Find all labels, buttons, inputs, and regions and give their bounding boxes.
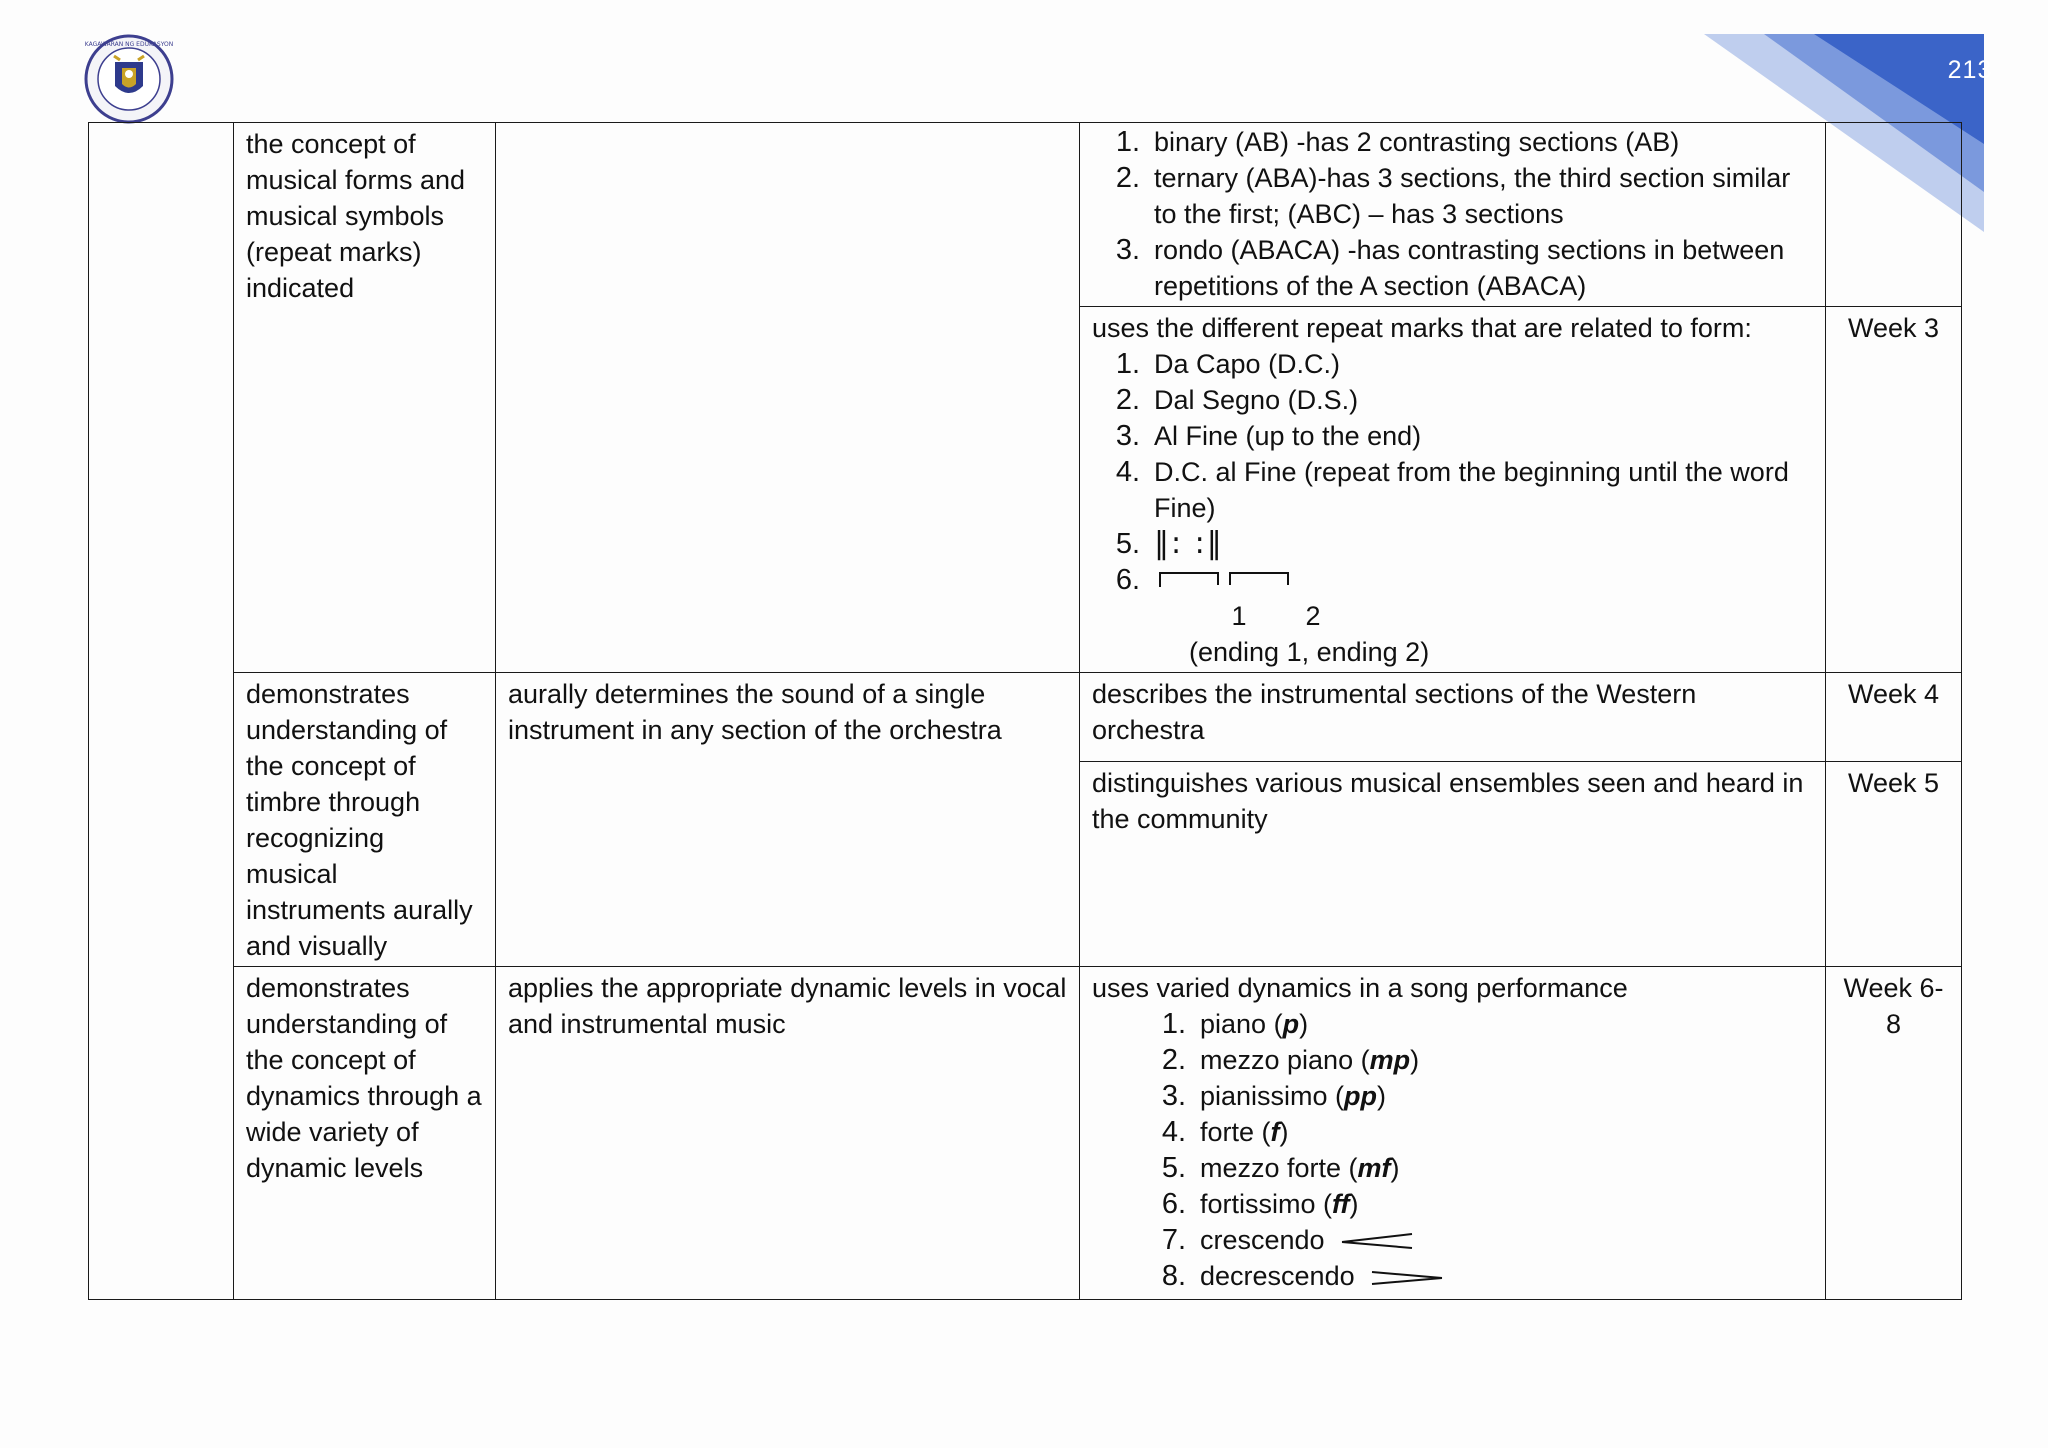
table-row [89, 673, 1962, 762]
competency-cell [1080, 967, 1826, 1300]
week-cell [1826, 123, 1962, 307]
list-item: 8. decrescendo [1138, 1258, 1813, 1294]
performance-standard-cell: applies the appropriate dynamic levels in vocal and instrumental music [496, 967, 1080, 1300]
list-item: 1. Da Capo (D.C.) [1115, 348, 1341, 380]
page-number: 213 [1947, 56, 1993, 84]
content-standard-cell: demonstrates understanding of the concept of dynamics through a wide variety of dynamic levels [234, 967, 496, 1300]
svg-text:KAGAWARAN NG EDUKASYON: KAGAWARAN NG EDUKASYON [84, 41, 174, 48]
competency-cell [1080, 307, 1826, 673]
competency-intro: uses varied dynamics in a song performance [1092, 973, 1628, 1003]
decrescendo-icon [1368, 1268, 1448, 1288]
musical-forms-list [1092, 124, 1813, 304]
table-row [89, 967, 1962, 1300]
list-item: 7. crescendo [1138, 1222, 1813, 1258]
list-item: 1. binary (AB) -has 2 contrasting sections (AB) [1115, 126, 1680, 158]
week-cell: Week 4 [1826, 673, 1962, 762]
table-row [89, 123, 1962, 307]
list-item: 2. ternary (ABA)-has 3 sections, the third section similar to the first; (ABC) – has 3 sections [1115, 162, 1791, 229]
deped-seal-icon [84, 34, 174, 124]
competency-cell [1080, 123, 1826, 307]
list-item: 3. Al Fine (up to the end) [1115, 420, 1422, 452]
list-item: 5. mezzo forte (mf) [1161, 1152, 1400, 1184]
week-cell: Week 6-8 [1826, 967, 1962, 1300]
list-item: 4. forte (f) [1161, 1116, 1289, 1148]
ending-labels [1092, 598, 1813, 634]
competency-cell: distinguishes various musical ensembles seen and heard in the community [1080, 762, 1826, 967]
performance-standard-cell [496, 123, 1080, 673]
list-item: 6. fortissimo (ff) [1161, 1188, 1359, 1220]
list-item: 6. [1092, 562, 1813, 598]
list-item: 5. ‖: :‖ [1092, 526, 1813, 562]
list-item: 4. D.C. al Fine (repeat from the beginning until the word Fine) [1115, 456, 1789, 523]
blank-column-cell [89, 123, 234, 1300]
repeat-marks-list [1092, 346, 1813, 598]
list-item: 2. Dal Segno (D.S.) [1115, 384, 1359, 416]
week-cell: Week 5 [1826, 762, 1962, 967]
content-standard-cell: demonstrates understanding of the concept of timbre through recognizing musical instruments aurally and visually [234, 673, 496, 967]
ending-label-1: 1 [1231, 601, 1247, 631]
list-item: 3. rondo (ABACA) -has contrasting sections in between repetitions of the A section (ABACA) [1115, 234, 1785, 301]
crescendo-icon [1338, 1232, 1418, 1252]
repeat-sign-icon: ‖: :‖ [1154, 526, 1224, 561]
performance-standard-cell: aurally determines the sound of a single instrument in any section of the orchestra [496, 673, 1080, 967]
ending-caption: (ending 1, ending 2) [1189, 637, 1430, 667]
ending-brackets-icon [1154, 563, 1304, 589]
list-item: 1. piano (p) [1161, 1008, 1309, 1040]
competency-cell: describes the instrumental sections of the Western orchestra [1080, 673, 1826, 762]
dynamics-list [1092, 1006, 1813, 1294]
week-cell: Week 3 [1826, 307, 1962, 673]
curriculum-table [88, 122, 1962, 1300]
ending-label-2: 2 [1305, 601, 1321, 631]
list-item: 2. mezzo piano (mp) [1161, 1044, 1420, 1076]
list-item: 3. pianissimo (pp) [1161, 1080, 1387, 1112]
competency-intro: uses the different repeat marks that are related to form: [1092, 313, 1752, 343]
content-standard-cell: the concept of musical forms and musical symbols (repeat marks) indicated [234, 123, 496, 673]
